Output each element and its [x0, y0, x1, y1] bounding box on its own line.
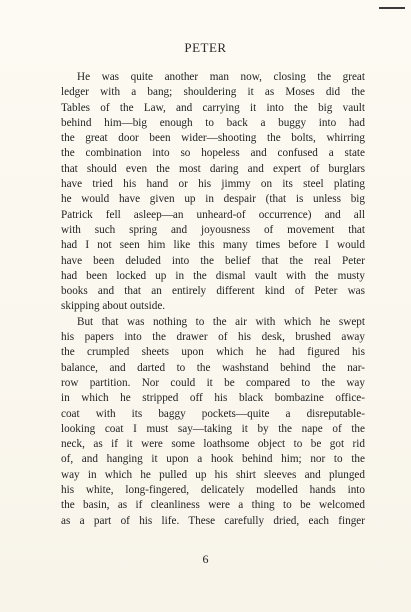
text-line: he would have given up in despair (that is unless big [61, 193, 365, 206]
body-text [61, 70, 365, 529]
text-line: Tables of the Law, and carrying it into the big vault [61, 101, 365, 114]
text-line: have been deluded into the belief that the real Peter [61, 254, 365, 267]
text-line: the crumpled sheets upon which he had figured his [61, 346, 365, 359]
text-line: the basin, as if cleanliness were a thing to be welcomed [61, 499, 365, 512]
text-line: But that was nothing to the air with which he swept [77, 315, 365, 328]
text-line: of, and hanging it upon a hook behind him; nor to the [61, 453, 365, 466]
text-line: in which he stripped off his black bombazine office- [61, 392, 365, 405]
text-line: as a part of his life. These carefully dried, each finger [61, 514, 365, 527]
text-line: He was quite another man now, closing the great [77, 71, 365, 83]
text-line: his papers into the drawer of his desk, brushed away [61, 331, 365, 344]
page-edge-mark [379, 7, 405, 9]
text-line: looking coat I must say—taking it by the nape of the [61, 422, 365, 435]
text-line: his white, long-fingered, delicately modelled hands into [61, 484, 365, 497]
text-line: the combination into so hopeless and confused a state [61, 147, 365, 160]
text-line: skipping about outside. [61, 300, 166, 313]
text-line: that should even the most daring and expert of burglars [61, 162, 365, 175]
text-line: coat with its baggy pockets—quite a disreputable- [61, 407, 365, 420]
text-line: with such spring and joyousness of movement that [61, 223, 365, 236]
running-head: PETER [184, 40, 227, 55]
text-line: Patrick fell asleep—an unheard-of occurrence) and all [61, 208, 365, 221]
text-line: have tried his hand or his jimmy on its steel plating [61, 178, 365, 191]
text-line: behind him—big enough to back a buggy into had [61, 116, 365, 129]
text-line: neck, as if it were some loathsome object to be got rid [61, 438, 365, 451]
page-number: 6 [202, 552, 209, 566]
text-line: way in which he pulled up his shirt sleeves and plunged [61, 468, 365, 481]
text-line: had I not seen him like this many times before I would [61, 239, 365, 252]
text-line: ledger with a bang; shouldering it as Moses did the [61, 86, 365, 99]
text-line: books and that an entirely different kind of Peter was [61, 285, 365, 298]
text-line: row partition. Nor could it be compared to the way [61, 376, 365, 389]
text-line: had been locked up in the dismal vault with the musty [61, 269, 365, 282]
text-line: the great door been wider—shooting the bolts, whirring [61, 132, 365, 145]
text-line: balance, and darted to the washstand behind the nar- [61, 361, 365, 374]
